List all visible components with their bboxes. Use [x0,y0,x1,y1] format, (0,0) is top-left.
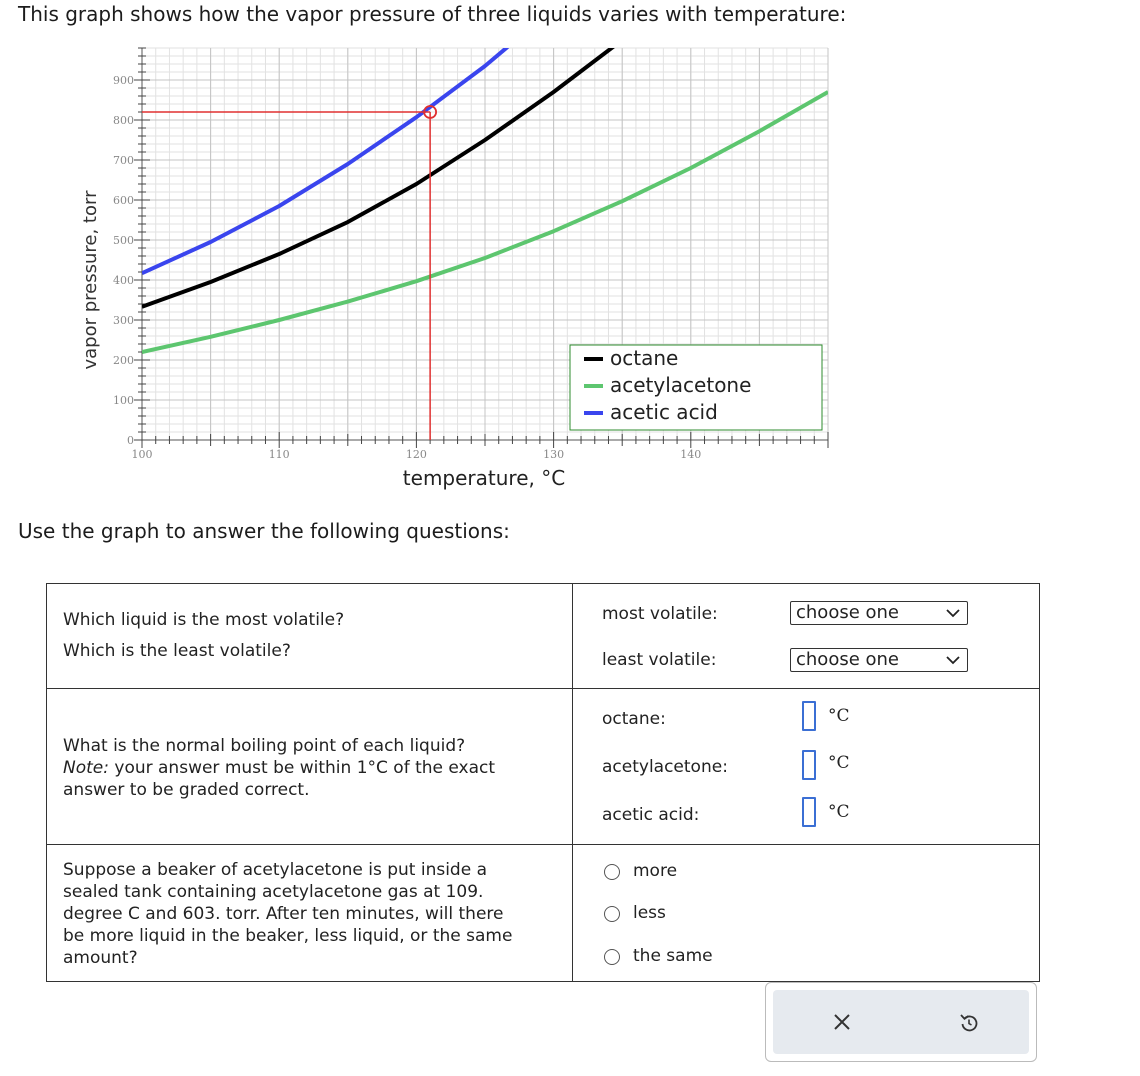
question-row-boiling-point [47,688,1039,844]
radio-same-label[interactable]: the same [633,946,713,966]
clear-button[interactable] [828,1008,856,1036]
y-tick-label: 800 [113,114,134,127]
chart-legend [570,345,822,430]
chart-annotation [142,106,436,440]
question-note-cont: answer to be graded correct. [63,780,310,800]
legend-label: octane [610,346,679,370]
x-tick-label: 120 [405,448,427,461]
least-volatile-label: least volatile: [602,650,717,670]
question-row-equilibrium [47,844,1039,981]
acetylacetone-bp-unit: °C [828,753,850,773]
radio-less[interactable] [604,906,620,922]
octane-bp-unit: °C [828,706,850,726]
octane-bp-input[interactable] [802,701,816,731]
x-tick-label: 110 [268,448,290,461]
y-tick-label: 300 [113,314,134,327]
acetylacetone-bp-input[interactable] [802,750,816,780]
radio-more[interactable] [604,864,620,880]
answer-toolbar [765,982,1037,1062]
question-line: sealed tank containing acetylacetone gas at 109. [63,882,484,902]
question-boiling-point: What is the normal boiling point of each liquid? [63,736,466,756]
questions-table [46,583,1040,982]
question-most-volatile: Which liquid is the most volatile? [63,610,345,630]
x-tick-label: 130 [543,448,565,461]
question-row-volatility [47,584,1039,688]
y-tick-label: 500 [113,234,134,247]
least-volatile-select[interactable]: choose one [790,648,968,672]
most-volatile-label: most volatile: [602,604,718,624]
legend-label: acetic acid [610,400,718,424]
chevron-down-icon [945,652,961,668]
question-line: amount? [63,948,138,968]
x-tick-label: 140 [680,448,702,461]
question-least-volatile: Which is the least volatile? [63,641,291,661]
y-tick-label: 900 [113,74,134,87]
x-axis-label: temperature, °C [402,466,566,490]
vapor-pressure-chart [0,40,860,500]
x-tick-label: 100 [131,448,153,461]
chevron-down-icon [945,605,961,621]
radio-same[interactable] [604,949,620,965]
radio-less-label[interactable]: less [633,903,666,923]
y-tick-label: 0 [127,434,134,447]
acetic-acid-bp-unit: °C [828,802,850,822]
y-tick-label: 400 [113,274,134,287]
undo-icon [958,1011,980,1033]
y-tick-label: 600 [113,194,134,207]
question-line: degree C and 603. torr. After ten minutes, will there [63,904,504,924]
questions-prompt: Use the graph to answer the following questions: [18,519,510,543]
y-tick-label: 100 [113,394,134,407]
radio-more-label[interactable]: more [633,861,678,881]
y-tick-label: 700 [113,154,134,167]
legend-label: acetylacetone [610,373,752,397]
question-line: be more liquid in the beaker, less liquid, or the same [63,926,513,946]
most-volatile-select[interactable]: choose one [790,601,968,625]
question-note: Note: your answer must be within 1°C of the exact [63,758,496,778]
question-line: Suppose a beaker of acetylacetone is put inside a [63,860,488,880]
acetic-acid-bp-input[interactable] [802,797,816,827]
acetic-acid-bp-label: acetic acid: [602,805,700,825]
y-tick-label: 200 [113,354,134,367]
undo-button[interactable] [955,1008,983,1036]
x-icon [832,1012,852,1032]
y-axis-label: vapor pressure, torr [80,190,101,370]
acetylacetone-bp-label: acetylacetone: [602,757,728,777]
octane-bp-label: octane: [602,709,666,729]
intro-text: This graph shows how the vapor pressure of three liquids varies with temperature: [18,2,847,26]
